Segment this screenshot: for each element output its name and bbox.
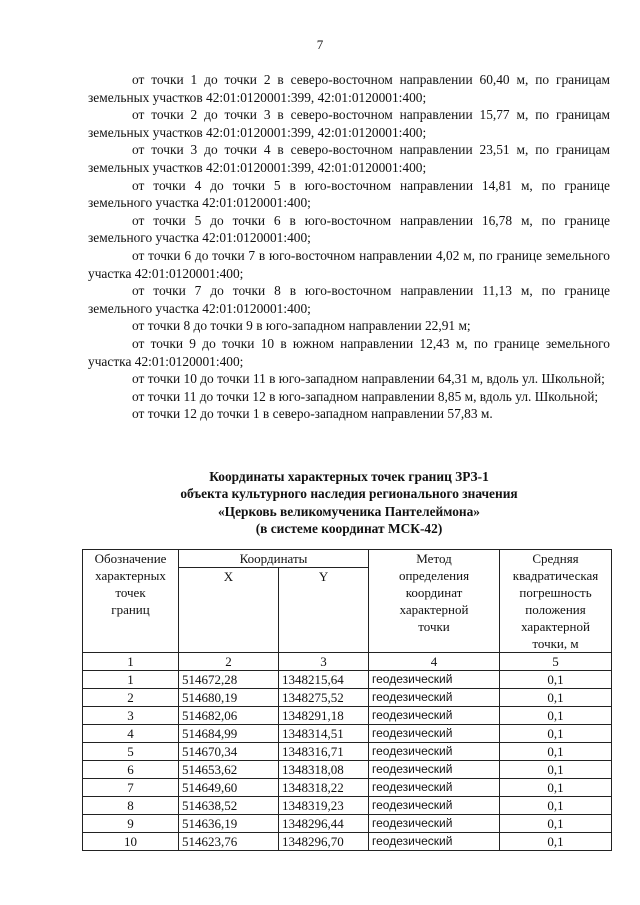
x-coordinate: 514636,19 xyxy=(179,815,279,833)
point-number: 3 xyxy=(83,707,179,725)
heading-line: «Церковь великомученика Пантелеймона» xyxy=(217,503,480,519)
heading-line: (в системе координат МСК-42) xyxy=(255,521,443,537)
table-row xyxy=(83,779,612,797)
table-row xyxy=(83,671,612,689)
table-row xyxy=(83,689,612,707)
y-coordinate: 1348296,44 xyxy=(279,815,369,833)
method: геодезический xyxy=(369,671,500,689)
point-number: 5 xyxy=(83,743,179,761)
rms-error: 0,1 xyxy=(500,815,612,833)
x-coordinate: 514638,52 xyxy=(179,797,279,815)
rms-error: 0,1 xyxy=(500,797,612,815)
table-row xyxy=(83,797,612,815)
table-row xyxy=(83,833,612,851)
point-number: 7 xyxy=(83,779,179,797)
header-y: Y xyxy=(279,568,369,653)
paragraph: от точки 3 до точки 4 в северо-восточном направлении 23,51 м, по границам земельных участков 42:01:0120001:399, 42:01:0120001:400; xyxy=(88,142,610,175)
paragraph: от точки 12 до точки 1 в северо-западном направлении 57,83 м. xyxy=(132,406,493,422)
rms-error: 0,1 xyxy=(500,761,612,779)
x-coordinate: 514682,06 xyxy=(179,707,279,725)
method: геодезический xyxy=(369,833,500,851)
paragraph: от точки 7 до точки 8 в юго-восточном направлении 11,13 м, по границе земельного участка 42:01:0120001:400; xyxy=(88,283,610,316)
header-designation: Обозначение характерных точек границ xyxy=(83,550,179,653)
x-coordinate: 514649,60 xyxy=(179,779,279,797)
column-number: 4 xyxy=(369,653,500,671)
coordinates-table xyxy=(82,549,612,851)
heading-line: объекта культурного наследия регионального значения xyxy=(180,486,518,502)
method: геодезический xyxy=(369,743,500,761)
page-number: 7 xyxy=(316,37,324,52)
y-coordinate: 1348319,23 xyxy=(279,797,369,815)
method: геодезический xyxy=(369,779,500,797)
method: геодезический xyxy=(369,761,500,779)
x-coordinate: 514623,76 xyxy=(179,833,279,851)
table-row xyxy=(83,743,612,761)
y-coordinate: 1348318,22 xyxy=(279,779,369,797)
x-coordinate: 514653,62 xyxy=(179,761,279,779)
table-row xyxy=(83,761,612,779)
method: геодезический xyxy=(369,707,500,725)
method: геодезический xyxy=(369,725,500,743)
paragraph: от точки 5 до точки 6 в юго-восточном направлении 16,78 м, по границе земельного участка 42:01:0120001:400; xyxy=(88,212,610,246)
x-coordinate: 514684,99 xyxy=(179,725,279,743)
column-number: 5 xyxy=(500,653,612,671)
method: геодезический xyxy=(369,689,500,707)
y-coordinate: 1348215,64 xyxy=(279,671,369,689)
table-heading xyxy=(88,468,610,538)
paragraph: от точки 1 до точки 2 в северо-восточном направлении 60,40 м, по границам земельных участков 42:01:0120001:399, 42:01:0120001:400; xyxy=(88,72,610,105)
column-number: 2 xyxy=(179,653,279,671)
header-x: X xyxy=(179,568,279,653)
paragraph: от точки 9 до точки 10 в южном направлении 12,43 м, по границе земельного участка 42:01:0120001:400; xyxy=(88,335,610,369)
paragraph: от точки 4 до точки 5 в юго-восточном направлении 14,81 м, по границе земельного участка 42:01:0120001:400; xyxy=(88,177,610,211)
heading-line: Координаты характерных точек границ ЗРЗ-1 xyxy=(209,469,489,484)
paragraph: от точки 6 до точки 7 в юго-восточном направлении 4,02 м, по границе земельного участка 42:01:0120001:400; xyxy=(88,247,610,281)
y-coordinate: 1348275,52 xyxy=(279,689,369,707)
rms-error: 0,1 xyxy=(500,743,612,761)
rms-error: 0,1 xyxy=(500,689,612,707)
x-coordinate: 514670,34 xyxy=(179,743,279,761)
table-row xyxy=(83,725,612,743)
method: геодезический xyxy=(369,797,500,815)
header-rms-error: Средняя квадратическая погрешность положения характерной точки, м xyxy=(500,550,612,653)
x-coordinate: 514680,19 xyxy=(179,689,279,707)
column-number: 3 xyxy=(279,653,369,671)
point-number: 4 xyxy=(83,725,179,743)
point-number: 9 xyxy=(83,815,179,833)
table-row xyxy=(83,707,612,725)
y-coordinate: 1348314,51 xyxy=(279,725,369,743)
rms-error: 0,1 xyxy=(500,707,612,725)
rms-error: 0,1 xyxy=(500,779,612,797)
header-method: Метод определения координат характерной точки xyxy=(369,550,500,653)
paragraph: от точки 8 до точки 9 в юго-западном направлении 22,91 м; xyxy=(132,318,471,334)
point-number: 10 xyxy=(83,833,179,851)
rms-error: 0,1 xyxy=(500,833,612,851)
y-coordinate: 1348318,08 xyxy=(279,761,369,779)
table-row xyxy=(83,815,612,833)
column-number: 1 xyxy=(83,653,179,671)
paragraph: от точки 2 до точки 3 в северо-восточном направлении 15,77 м, по границам земельных участков 42:01:0120001:399, 42:01:0120001:400; xyxy=(88,107,610,140)
y-coordinate: 1348316,71 xyxy=(279,743,369,761)
y-coordinate: 1348296,70 xyxy=(279,833,369,851)
point-number: 6 xyxy=(83,761,179,779)
point-number: 2 xyxy=(83,689,179,707)
x-coordinate: 514672,28 xyxy=(179,671,279,689)
rms-error: 0,1 xyxy=(500,671,612,689)
point-number: 1 xyxy=(83,671,179,689)
paragraph: от точки 10 до точки 11 в юго-западном направлении 64,31 м, вдоль ул. Школьной; xyxy=(132,371,605,387)
method: геодезический xyxy=(369,815,500,833)
rms-error: 0,1 xyxy=(500,725,612,743)
y-coordinate: 1348291,18 xyxy=(279,707,369,725)
boundary-description xyxy=(88,71,610,423)
header-coordinates: Координаты xyxy=(179,550,369,568)
point-number: 8 xyxy=(83,797,179,815)
paragraph: от точки 11 до точки 12 в юго-западном направлении 8,85 м, вдоль ул. Школьной; xyxy=(132,388,599,404)
